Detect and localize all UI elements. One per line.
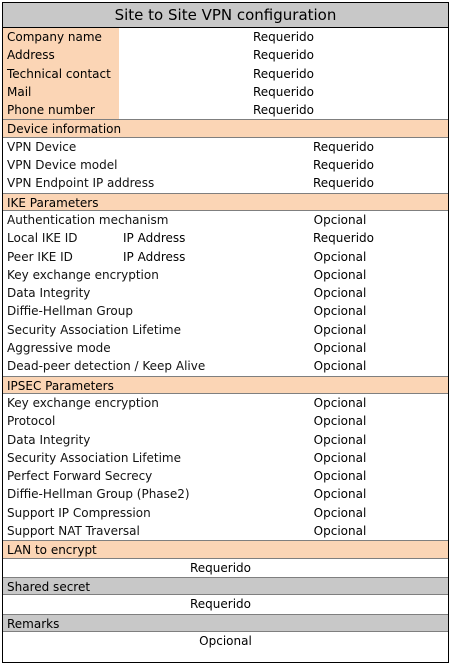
field-value: Opcional bbox=[313, 341, 367, 356]
device-row bbox=[3, 174, 448, 192]
remarks-section-title: Remarks bbox=[7, 616, 60, 631]
ipsec-row bbox=[3, 431, 448, 449]
field-label: VPN Device bbox=[7, 139, 77, 154]
ike-row bbox=[3, 284, 448, 302]
field-sublabel: IP Address bbox=[123, 249, 186, 264]
ipsec-row bbox=[3, 412, 448, 430]
lan-value: Requerido bbox=[189, 560, 251, 575]
field-label: VPN Device model bbox=[7, 158, 118, 173]
field-label: Data Integrity bbox=[7, 432, 91, 447]
field-label: Protocol bbox=[7, 414, 56, 429]
device-section-header bbox=[3, 119, 448, 137]
technical-contact-label: Technical contact bbox=[3, 65, 119, 83]
field-value: Opcional bbox=[313, 432, 367, 447]
phone-number-label: Phone number bbox=[3, 101, 119, 119]
ike-row bbox=[3, 321, 448, 339]
ipsec-section-title: IPSEC Parameters bbox=[7, 378, 114, 393]
field-value: Opcional bbox=[313, 395, 367, 410]
device-section-title: Device information bbox=[7, 122, 122, 137]
field-label: Key exchange encryption bbox=[7, 267, 159, 282]
ipsec-row bbox=[3, 467, 448, 485]
field-label: Security Association Lifetime bbox=[7, 322, 181, 337]
field-value: Opcional bbox=[313, 286, 367, 301]
field-value: Opcional bbox=[313, 267, 367, 282]
company-row-phone bbox=[3, 101, 448, 119]
field-value: Opcional bbox=[313, 304, 367, 319]
field-label: Data Integrity bbox=[7, 286, 91, 301]
field-label: Support NAT Traversal bbox=[7, 524, 140, 539]
field-label: VPN Endpoint IP address bbox=[7, 176, 155, 191]
field-label: Peer IKE ID bbox=[7, 249, 73, 264]
device-row bbox=[3, 138, 448, 156]
lan-section-title: LAN to encrypt bbox=[7, 543, 97, 558]
ipsec-section-header bbox=[3, 376, 448, 394]
company-name-value: Requerido bbox=[252, 30, 314, 44]
address-label: Address bbox=[3, 46, 119, 64]
ike-row bbox=[3, 357, 448, 375]
field-value: Opcional bbox=[313, 212, 367, 227]
ike-row bbox=[3, 229, 448, 247]
field-value: Opcional bbox=[313, 487, 367, 502]
ike-row bbox=[3, 211, 448, 229]
field-value: Requerido bbox=[313, 139, 375, 154]
ike-row bbox=[3, 266, 448, 284]
field-value: Requerido bbox=[313, 176, 375, 191]
company-row-name bbox=[3, 28, 448, 46]
phone-number-value: Requerido bbox=[252, 103, 314, 118]
company-row-mail bbox=[3, 83, 448, 101]
form-title: Site to Site VPN configuration bbox=[3, 3, 448, 28]
field-label: Aggressive mode bbox=[7, 341, 111, 356]
shared-secret-value: Requerido bbox=[189, 597, 251, 612]
field-label: Authentication mechanism bbox=[7, 212, 169, 227]
field-value: Requerido bbox=[313, 231, 375, 246]
ike-row bbox=[3, 339, 448, 357]
company-row-contact bbox=[3, 65, 448, 83]
field-label: Diffie-Hellman Group (Phase2) bbox=[7, 487, 190, 502]
device-row bbox=[3, 156, 448, 174]
company-row-address bbox=[3, 46, 448, 64]
field-label: Support IP Compression bbox=[7, 505, 151, 520]
ike-row bbox=[3, 302, 448, 320]
shared-secret-section-title: Shared secret bbox=[7, 579, 91, 594]
company-name-label: Company name bbox=[3, 28, 119, 46]
vpn-config-form bbox=[2, 2, 449, 663]
lan-section-header bbox=[3, 540, 448, 558]
field-value: Opcional bbox=[313, 414, 367, 429]
address-value: Requerido bbox=[252, 48, 314, 63]
ipsec-row bbox=[3, 394, 448, 412]
mail-label: Mail bbox=[3, 83, 119, 101]
field-value: Opcional bbox=[313, 359, 367, 374]
field-sublabel: IP Address bbox=[123, 231, 186, 246]
ike-section-header bbox=[3, 193, 448, 211]
field-value: Opcional bbox=[313, 469, 367, 484]
technical-contact-value: Requerido bbox=[252, 66, 314, 81]
remarks-value: Opcional bbox=[199, 633, 252, 648]
ike-section-title: IKE Parameters bbox=[7, 195, 99, 210]
ike-row bbox=[3, 248, 448, 266]
mail-value: Requerido bbox=[252, 84, 314, 99]
field-label: Diffie-Hellman Group bbox=[7, 304, 133, 319]
field-value: Opcional bbox=[313, 450, 367, 465]
shared-secret-section-header bbox=[3, 577, 448, 595]
field-label: Dead-peer detection / Keep Alive bbox=[7, 359, 206, 374]
field-value: Opcional bbox=[313, 505, 367, 520]
ipsec-row bbox=[3, 485, 448, 503]
remarks-section-header bbox=[3, 614, 448, 632]
field-value: Opcional bbox=[313, 249, 367, 264]
field-label: Security Association Lifetime bbox=[7, 450, 181, 465]
ipsec-row bbox=[3, 449, 448, 467]
field-label: Key exchange encryption bbox=[7, 395, 159, 410]
field-label: Local IKE ID bbox=[7, 231, 78, 246]
field-value: Opcional bbox=[313, 322, 367, 337]
ipsec-row bbox=[3, 522, 448, 540]
field-value: Opcional bbox=[313, 524, 367, 539]
ipsec-row bbox=[3, 504, 448, 522]
field-label: Perfect Forward Secrecy bbox=[7, 469, 153, 484]
field-value: Requerido bbox=[313, 158, 375, 173]
